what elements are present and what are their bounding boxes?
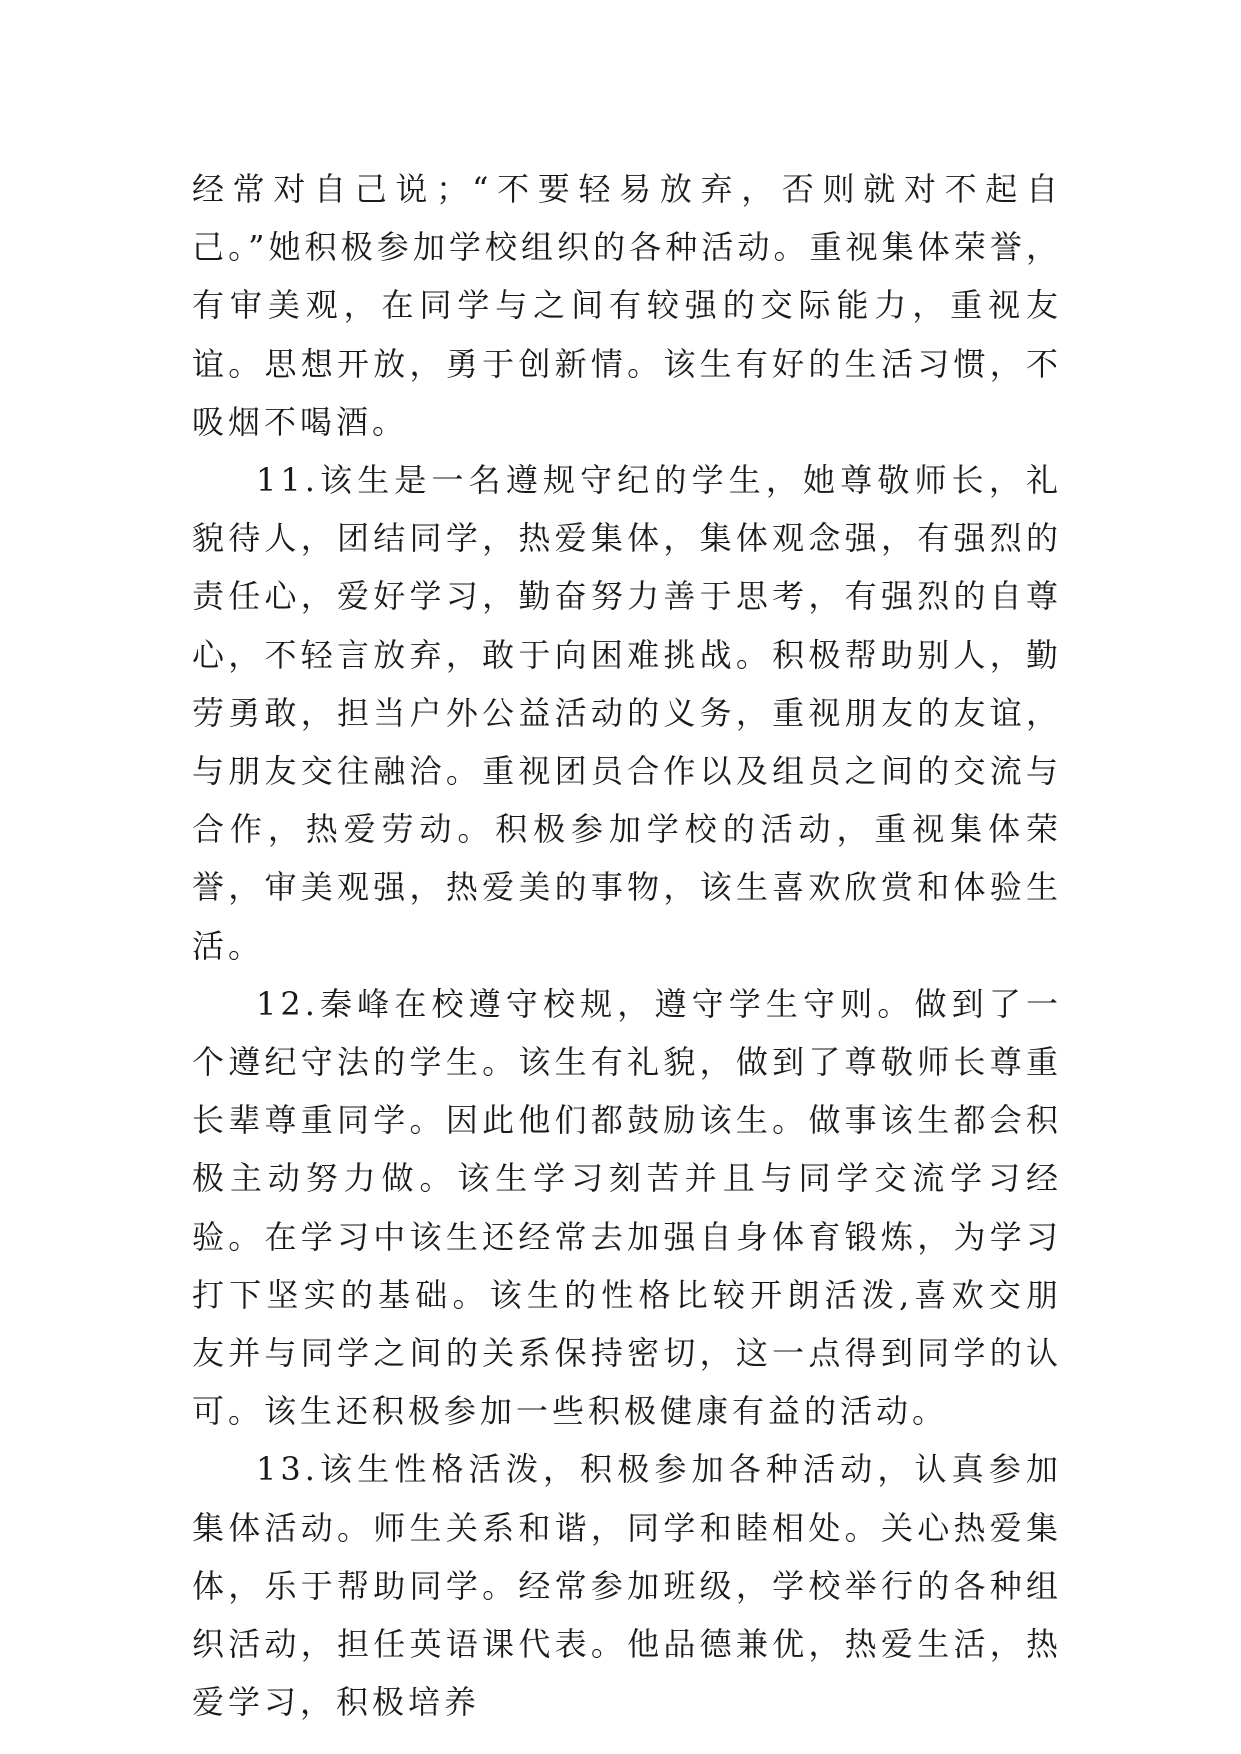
paragraph-continuation: 经常对自己说；“不要轻易放弃，否则就对不起自己。”她积极参加学校组织的各种活动。重视集体荣誉，有审美观，在同学与之间有较强的交际能力，重视友谊。思想开放，勇于创新情。该生有好的生活习惯，不吸烟不喝酒。 — [192, 170, 1062, 441]
paragraph-item-11: 11.该生是一名遵规守纪的学生，她尊敬师长，礼貌待人，团结同学，热爱集体，集体观念强，有强烈的责任心，爱好学习，勤奋努力善于思考，有强烈的自尊心，不轻言放弃，敢于向困难挑战。积极帮助别人，勤劳勇敢，担当户外公益活动的义务，重视朋友的友谊，与朋友交往融洽。重视团员合作以及组员之间的交流与合作，热爱劳动。积极参加学校的活动，重视集体荣誉，审美观强，热爱美的事物，该生喜欢欣赏和体验生活。 — [192, 461, 1062, 965]
paragraph-item-13: 13.该生性格活泼，积极参加各种活动，认真参加集体活动。师生关系和谐，同学和睦相处。关心热爱集体，乐于帮助同学。经常参加班级，学校举行的各种组织活动，担任英语课代表。他品德兼优，热爱生活，热爱学习，积极培养 — [192, 1450, 1062, 1722]
document-body — [192, 160, 1062, 1731]
paragraph-item-12: 12.秦峰在校遵守校规，遵守学生守则。做到了一个遵纪守法的学生。该生有礼貌，做到了尊敬师长尊重长辈尊重同学。因此他们都鼓励该生。做事该生都会积极主动努力做。该生学习刻苦并且与同学交流学习经验。在学习中该生还经常去加强自身体育锻炼，为学习打下坚实的基础。该生的性格比较开朗活泼,喜欢交朋友并与同学之间的关系保持密切，这一点得到同学的认可。该生还积极参加一些积极健康有益的活动。 — [192, 984, 1062, 1431]
